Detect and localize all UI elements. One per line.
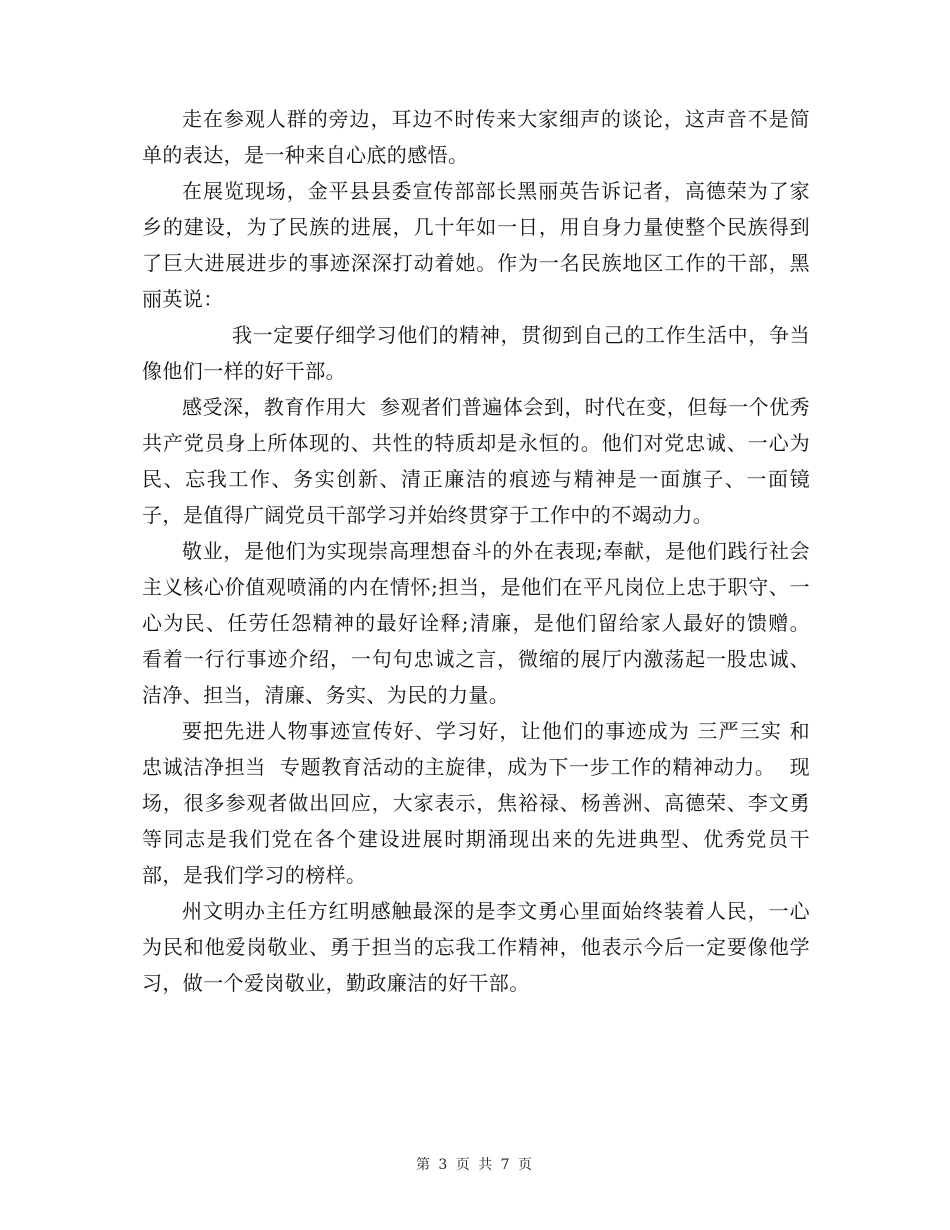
paragraph-3-quote: 我一定要仔细学习他们的精神，贯彻到自己的工作生活中，争当像他们一样的好干部。 xyxy=(142,323,810,383)
paragraph-1: 走在参观人群的旁边，耳边不时传来大家细声的谈论，这声音不是简单的表达，是一种来自心底的感悟。 xyxy=(142,107,810,167)
body-text xyxy=(142,101,824,1001)
paragraph-6: 要把先进人物事迹宣传好、学习好，让他们的事迹成为 三严三实 和 忠诚洁净担当 专题教育活动的主旋律，成为下一步工作的精神动力。 现场，很多参观者做出回应，大家表示，焦裕禄、杨善洲、高德荣、李文勇等同志是我们党在各个建设进展时期涌现出来的先进典型、优秀党员干部，是我们学习的榜样。 xyxy=(142,719,824,887)
paragraph-4: 感受深，教育作用大 参观者们普遍体会到，时代在变，但每一个优秀共产党员身上所体现的、共性的特质却是永恒的。他们对党忠诚、一心为民、忘我工作、务实创新、清正廉洁的痕迹与精神是一面旗子、一面镜子，是值得广阔党员干部学习并始终贯穿于工作中的不竭动力。 xyxy=(142,395,810,527)
paragraph-7: 州文明办主任方红明感触最深的是李文勇心里面始终装着人民，一心为民和他爱岗敬业、勇于担当的忘我工作精神，他表示今后一定要像他学习，做一个爱岗敬业，勤政廉洁的好干部。 xyxy=(142,899,810,995)
paragraph-2: 在展览现场，金平县县委宣传部部长黑丽英告诉记者，高德荣为了家乡的建设，为了民族的进展，几十年如一日，用自身力量使整个民族得到了巨大进展进步的事迹深深打动着她。作为一名民族地区工作的干部，黑丽英说： xyxy=(142,179,810,311)
paragraph-5: 敬业，是他们为实现崇高理想奋斗的外在表现;奉献，是他们践行社会主义核心价值观喷涌的内在情怀;担当，是他们在平凡岗位上忠于职守、一心为民、任劳任怨精神的最好诠释;清廉，是他们留给家人最好的馈赠。 看着一行行事迹介绍，一句句忠诚之言，微缩的展厅内激荡起一股忠诚、洁净、担当，清廉、务实、为民的力量。 xyxy=(142,539,824,707)
page-number-footer: 第 3 页 共 7 页 xyxy=(415,1157,535,1173)
